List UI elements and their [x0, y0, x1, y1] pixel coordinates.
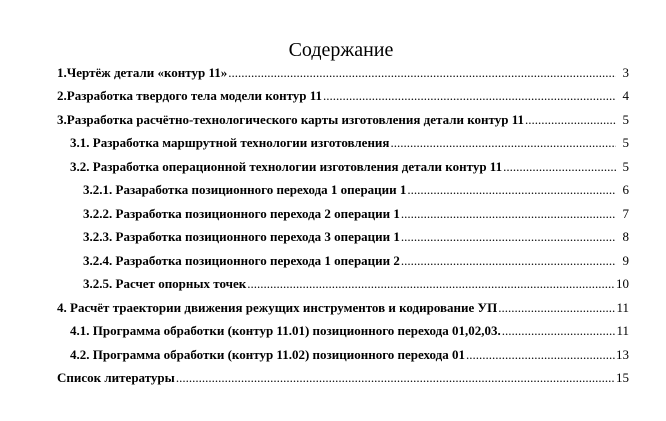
- toc-entry[interactable]: [70, 134, 629, 152]
- toc-entry[interactable]: [57, 299, 629, 317]
- toc-entry-page: 5: [622, 159, 629, 174]
- toc-dot-leader: [228, 64, 616, 82]
- toc-entry-page: 10: [616, 276, 629, 291]
- toc-dot-leader: [503, 158, 616, 176]
- toc-entry-label: 4.1. Программа обработки (контур 11.01) позиционного перехода 01,02,03.: [70, 323, 501, 338]
- toc-entry-page: 8: [622, 229, 629, 244]
- toc-entry[interactable]: [83, 252, 629, 270]
- toc-entry-page: 3: [622, 65, 629, 80]
- toc-entry-label: 3.2.5. Расчет опорных точек: [83, 276, 247, 291]
- toc-dot-leader: [323, 87, 616, 105]
- toc-entry[interactable]: [70, 158, 629, 176]
- toc-dot-leader: [390, 134, 616, 152]
- toc-entry[interactable]: [83, 275, 629, 293]
- toc-entry-page: 13: [616, 347, 629, 362]
- toc-dot-leader: [401, 252, 616, 270]
- toc-dot-leader: [502, 322, 616, 340]
- toc-entry[interactable]: [57, 111, 629, 129]
- toc-entry-label: 2.Разработка твердого тела модели контур 11: [57, 88, 323, 103]
- toc-entry[interactable]: [70, 346, 629, 364]
- toc-entry[interactable]: [57, 64, 629, 82]
- toc-entry-page: 6: [622, 182, 629, 197]
- toc-dot-leader: [176, 369, 615, 387]
- toc-dot-leader: [407, 181, 616, 199]
- toc-entry-label: 3.2.4. Разработка позиционного перехода 1 операции 2: [83, 253, 400, 268]
- toc-dot-leader: [247, 275, 615, 293]
- toc-entry-page: 4: [622, 88, 629, 103]
- toc-entry-page: 7: [622, 206, 629, 221]
- toc-entry[interactable]: [57, 87, 629, 105]
- toc-entry-label: 1.Чертёж детали «контур 11»: [57, 65, 228, 80]
- toc-entry[interactable]: [70, 322, 629, 340]
- toc-entry-page: 11: [616, 300, 629, 315]
- toc-entry-page: 5: [622, 112, 629, 127]
- toc-entry[interactable]: [83, 181, 629, 199]
- toc-entry-label: 3.1. Разработка маршрутной технологии изготовления: [70, 135, 390, 150]
- toc-entry-page: 5: [622, 135, 629, 150]
- toc-entry[interactable]: [83, 205, 629, 223]
- toc-dot-leader: [401, 205, 616, 223]
- toc-entry-page: 9: [622, 253, 629, 268]
- toc-entry-label: 3.Разработка расчётно-технологического карты изготовления детали контур 11: [57, 112, 525, 127]
- toc-entry-page: 11: [616, 323, 629, 338]
- toc-entry-label: 3.2.3. Разработка позиционного перехода 3 операции 1: [83, 229, 400, 244]
- toc-dot-leader: [525, 111, 616, 129]
- toc-entry-label: 4.2. Программа обработки (контур 11.02) позиционного перехода 01: [70, 347, 465, 362]
- toc-title: Содержание: [288, 39, 394, 61]
- toc-entry-label: 3.2.2. Разработка позиционного перехода 2 операции 1: [83, 206, 400, 221]
- toc-dot-leader: [498, 299, 615, 317]
- toc-entry[interactable]: [57, 369, 629, 387]
- toc-dot-leader: [401, 228, 616, 246]
- toc-entry-label: 4. Расчёт траектории движения режущих инструментов и кодирование УП: [57, 300, 498, 315]
- toc-entry-label: 3.2. Разработка операционной технологии изготовления детали контур 11: [70, 159, 503, 174]
- toc-entry-page: 15: [616, 370, 629, 385]
- toc-entry[interactable]: [83, 228, 629, 246]
- toc-dot-leader: [466, 346, 615, 364]
- toc-entry-label: 3.2.1. Разаработка позиционного перехода 1 операции 1: [83, 182, 407, 197]
- toc-entry-label: Список литературы: [57, 370, 175, 385]
